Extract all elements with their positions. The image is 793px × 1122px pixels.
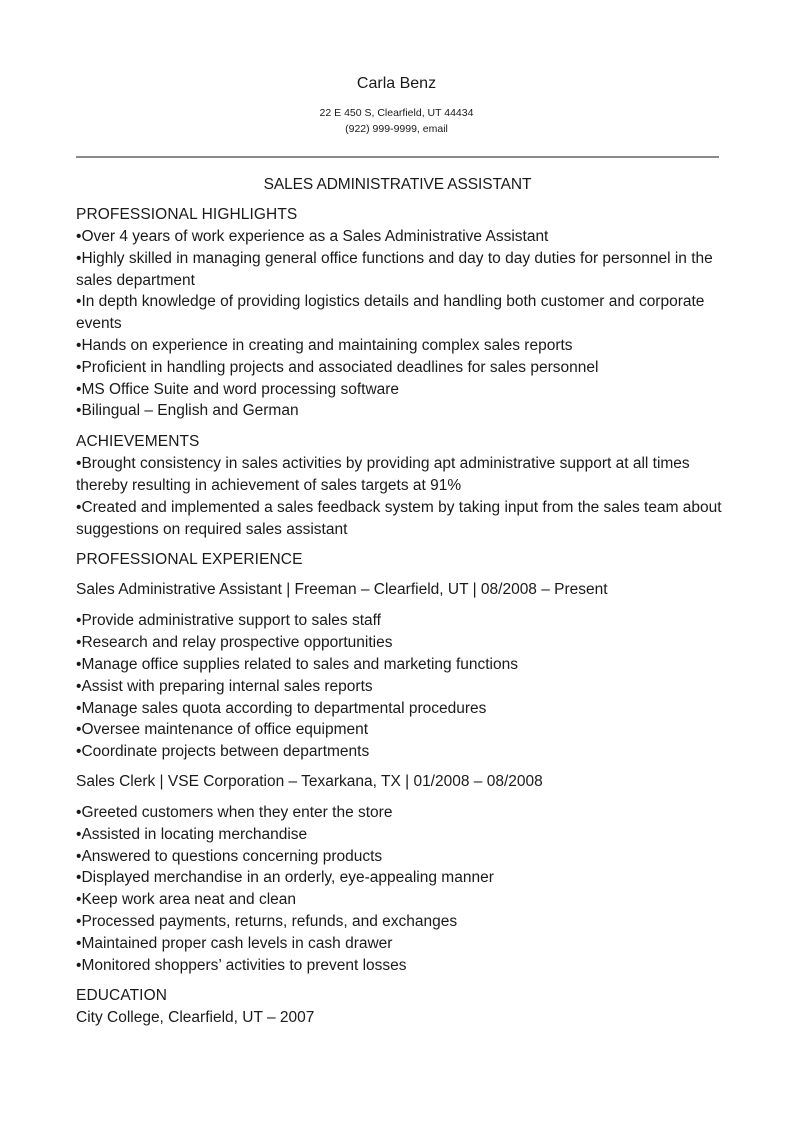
list-item [76,335,726,357]
highlights-heading: PROFESSIONAL HIGHLIGHTS [76,206,298,223]
bullet-icon: • [76,912,82,930]
achievements-heading: ACHIEVEMENTS [76,433,200,451]
highlight-text: Hands on experience in creating and maintaining complex sales reports [81,336,573,354]
bullet-icon: • [76,677,82,695]
bullet-icon: • [76,455,82,473]
bullet-icon: • [76,743,82,761]
job-duties-list [76,610,726,763]
list-item [76,889,726,911]
duty-text: Manage office supplies related to sales and marketing functions [81,655,518,673]
list-item [76,741,726,763]
highlight-text: Proficient in handling projects and associated deadlines for sales personnel [81,358,599,376]
bullet-icon: • [76,380,82,398]
bullet-icon: • [76,721,82,739]
list-item [76,453,726,497]
candidate-name: Carla Benz [356,75,437,92]
bullet-icon: • [76,934,82,952]
header-divider [76,156,719,158]
duty-text: Answered to questions concerning products [81,847,383,865]
duty-text: Manage sales quota according to departmental procedures [81,699,487,717]
bullet-icon: • [76,293,82,311]
duty-text: Maintained proper cash levels in cash drawer [81,934,393,952]
achievements-list [76,453,726,540]
candidate-contact: (922) 999-9999, email [345,123,448,135]
list-item [76,698,726,720]
list-item [76,802,726,824]
duty-text: Processed payments, returns, refunds, and exchanges [81,912,458,930]
list-item [76,654,726,676]
education-entry: City College, Clearfield, UT – 2007 [76,1009,315,1027]
bullet-icon: • [76,956,82,974]
list-item [76,610,726,632]
education-heading: EDUCATION [76,987,168,1005]
list-item [76,846,726,868]
highlight-text: Highly skilled in managing general office functions and day to day duties for personnel in the sales department [76,249,713,289]
bullet-icon: • [76,891,82,909]
bullet-icon: • [76,655,82,673]
bullet-icon: • [76,699,82,717]
bullet-icon: • [76,498,82,516]
bullet-icon: • [76,847,82,865]
list-item [76,933,726,955]
duty-text: Displayed merchandise in an orderly, eye-appealing manner [81,869,494,887]
bullet-icon: • [76,803,82,821]
resume-body [76,174,726,1029]
resume-title: SALES ADMINISTRATIVE ASSISTANT [263,176,532,193]
highlights-list [76,226,726,422]
duty-text: Research and relay prospective opportunities [81,634,393,652]
bullet-icon: • [76,634,82,652]
list-item [76,226,726,248]
list-item [76,824,726,846]
job-title-line: Sales Administrative Assistant | Freeman – Clearfield, UT | 08/2008 – Present [76,581,608,599]
duty-text: Coordinate projects between departments [81,743,370,761]
highlight-text: Over 4 years of work experience as a Sales Administrative Assistant [81,228,549,245]
bullet-icon: • [76,825,82,843]
highlight-text: In depth knowledge of providing logistics details and handling both customer and corporate events [76,293,705,333]
list-item [76,497,726,541]
duty-text: Oversee maintenance of office equipment [81,721,369,739]
bullet-icon: • [76,358,82,376]
bullet-icon: • [76,402,82,420]
list-item [76,676,726,698]
job-duties-list [76,802,726,976]
list-item [76,357,726,379]
list-item [76,867,726,889]
bullet-icon: • [76,612,82,630]
list-item [76,911,726,933]
bullet-icon: • [76,228,82,245]
duty-text: Assist with preparing internal sales reports [81,677,373,695]
list-item [76,632,726,654]
candidate-address: 22 E 450 S, Clearfield, UT 44434 [319,107,474,119]
bullet-icon: • [76,336,82,354]
achievement-text: Created and implemented a sales feedback system by taking input from the sales team about suggestions on required sales assistant [76,498,722,538]
bullet-icon: • [76,249,82,267]
experience-heading: PROFESSIONAL EXPERIENCE [76,551,303,569]
duty-text: Assisted in locating merchandise [81,825,308,843]
achievement-text: Brought consistency in sales activities by providing apt administrative support at all times thereby resulting in achievement of sales targets at 91% [76,455,690,494]
list-item [76,291,726,335]
bullet-icon: • [76,869,82,887]
list-item [76,248,726,292]
duty-text: Greeted customers when they enter the store [81,803,393,821]
highlight-text: MS Office Suite and word processing software [81,380,400,398]
job-title-line: Sales Clerk | VSE Corporation – Texarkana, TX | 01/2008 – 08/2008 [76,772,543,790]
list-item [76,719,726,741]
list-item [76,955,726,977]
list-item [76,379,726,401]
duty-text: Provide administrative support to sales staff [81,612,381,630]
duty-text: Monitored shoppers’ activities to prevent losses [81,956,407,974]
highlight-text: Bilingual – English and German [81,402,299,420]
duty-text: Keep work area neat and clean [81,891,297,909]
list-item [76,400,726,422]
